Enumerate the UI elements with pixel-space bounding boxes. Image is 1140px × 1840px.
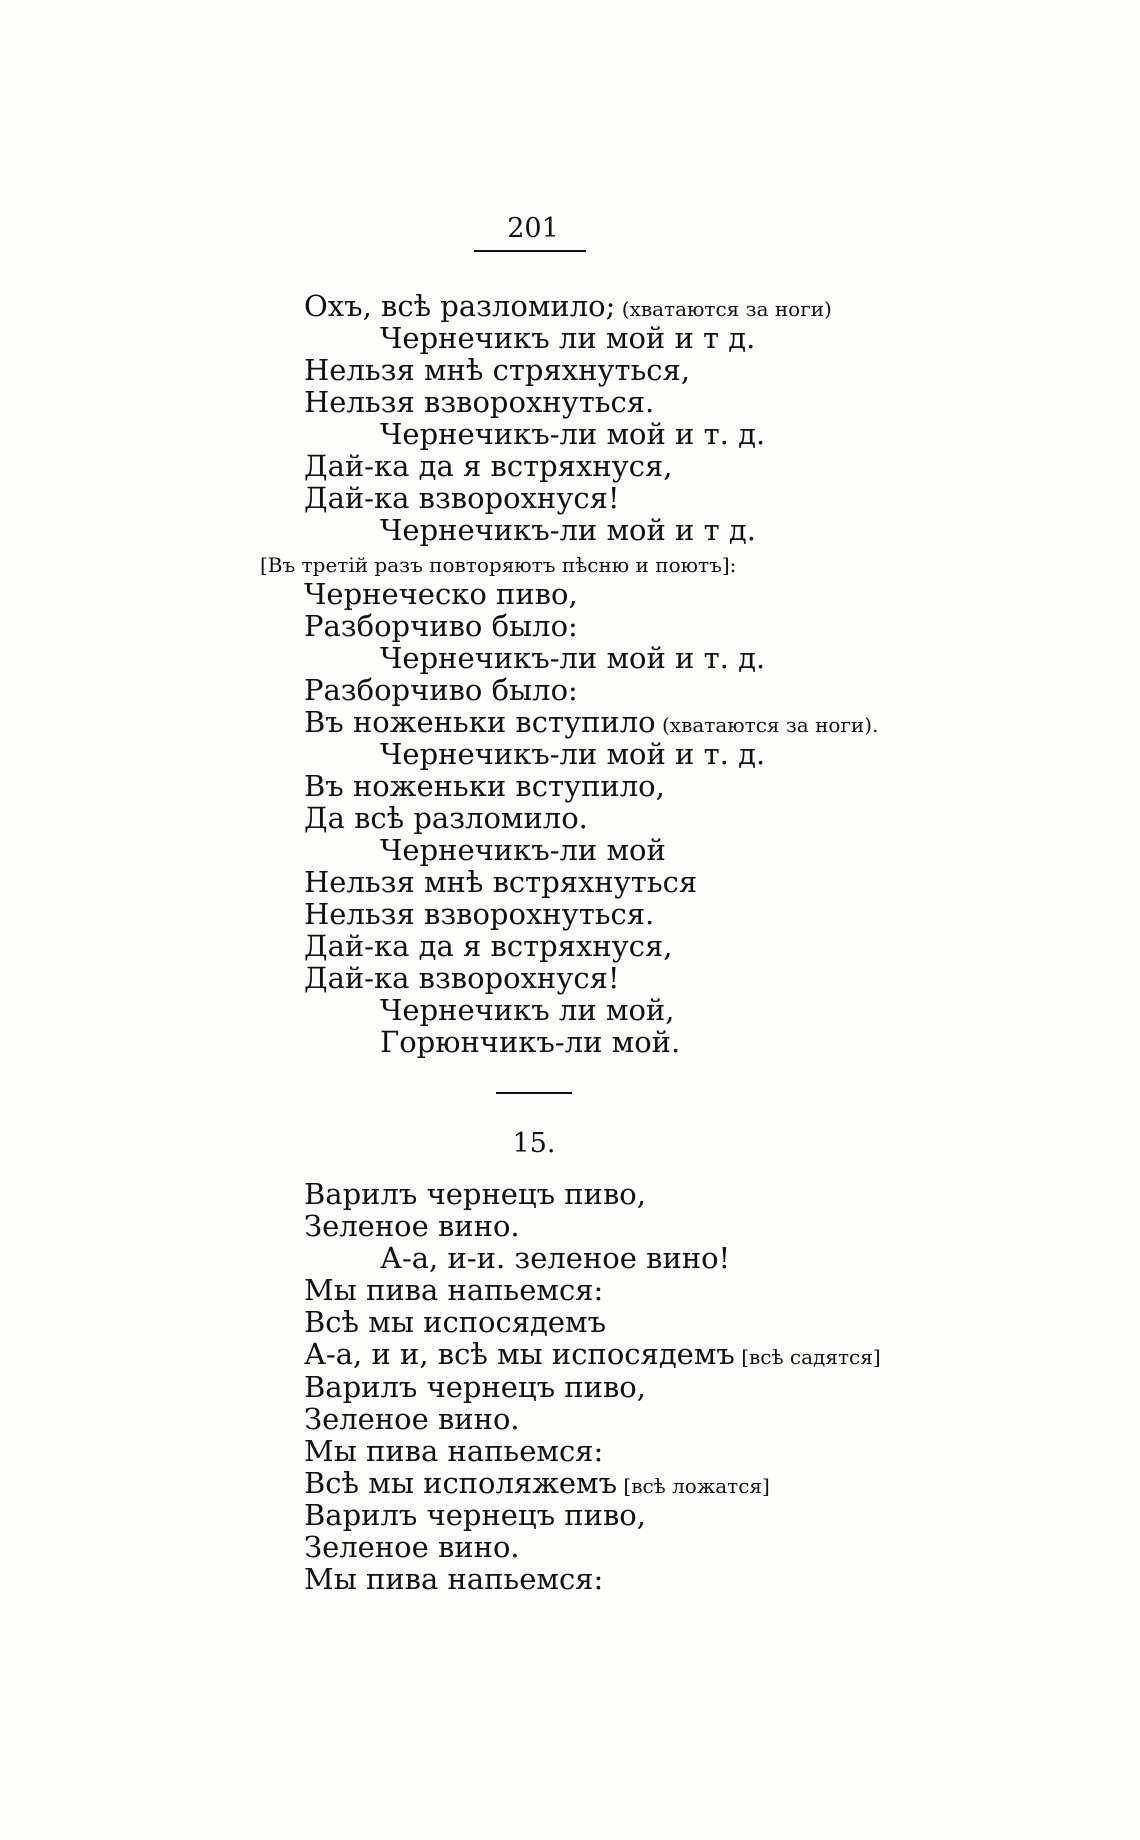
verse-text: Чернечикъ-ли мой	[380, 833, 666, 867]
verse-text: А-а, и-и. зеленое вино!	[380, 1241, 731, 1276]
verse-text: Мы пива напьемся:	[304, 1562, 604, 1597]
verse-text: Нельзя взворохнуться.	[304, 897, 655, 931]
verse-line	[304, 1435, 881, 1467]
verse-text: Чернечикъ ли мой,	[380, 993, 675, 1027]
song-15-verses	[304, 1178, 881, 1595]
verse-line	[304, 354, 878, 386]
verse-text: Нельзя взворохнуться.	[304, 385, 655, 419]
verse-line	[304, 1563, 881, 1595]
header-rule	[474, 250, 586, 252]
stage-direction-line	[260, 546, 878, 578]
verse-text: Чернечикъ-ли мой и т. д.	[380, 641, 766, 675]
verse-line	[304, 1371, 881, 1403]
verse-text: Охъ, всѣ разломило;	[304, 289, 616, 323]
verse-line	[304, 1178, 881, 1210]
verse-line	[304, 674, 878, 706]
verse-line	[304, 290, 878, 322]
verse-line	[304, 1210, 881, 1242]
verse-text: Варилъ чернецъ пиво,	[304, 1177, 646, 1211]
verse-line	[304, 930, 878, 962]
verse-line	[304, 610, 878, 642]
section-divider	[496, 1092, 572, 1094]
refrain-line	[304, 834, 878, 866]
verse-text: Разборчиво было:	[304, 673, 578, 707]
verse-text: Чернечикъ-ли мой и т. д.	[380, 417, 766, 451]
verse-text: Чернечикъ-ли мой и т д.	[380, 513, 756, 547]
verse-line	[304, 706, 878, 738]
refrain-line	[304, 1242, 881, 1274]
verse-line	[304, 770, 878, 802]
verse-text: Зеленое вино.	[304, 1209, 520, 1244]
verse-text: Варилъ чернецъ пиво,	[304, 1369, 646, 1404]
verse-line	[304, 802, 878, 834]
verse-text: Дай-ка взворохнуся!	[304, 481, 620, 515]
verse-text: Всѣ мы исполяжемъ	[304, 1465, 618, 1500]
verse-text: Зеленое вино.	[304, 1401, 520, 1436]
stage-direction: (хватаются за ноги).	[655, 713, 879, 737]
verse-text: Въ ноженьки вступило,	[304, 769, 665, 803]
refrain-line	[304, 642, 878, 674]
verse-line	[304, 578, 878, 610]
verse-line	[304, 1274, 881, 1306]
refrain-line	[304, 994, 878, 1026]
verse-text: Да всѣ разломило.	[304, 801, 588, 835]
verse-text: Зеленое вино.	[304, 1530, 520, 1565]
stage-direction: [всѣ садятся]	[734, 1345, 881, 1370]
verse-text: Чернечикъ ли мой и т д.	[380, 321, 756, 355]
page-number: 201	[507, 213, 559, 244]
verse-text: Въ ноженьки вступило	[304, 705, 656, 739]
verse-text: Чернечикъ-ли мой и т. д.	[380, 737, 766, 771]
verse-text: Нельзя мнѣ стряхнуться,	[304, 353, 691, 387]
verse-text: Варилъ чернецъ пиво,	[304, 1497, 646, 1532]
verse-line	[304, 1467, 881, 1499]
verse-text: Чернеческо пиво,	[304, 577, 578, 611]
verse-line	[304, 1499, 881, 1531]
stage-direction: [Въ третій разъ повторяютъ пѣсню и поютъ]:	[260, 553, 737, 577]
verse-line	[304, 866, 878, 898]
verse-line	[304, 386, 878, 418]
refrain-line	[304, 514, 878, 546]
verse-text: Нельзя мнѣ встряхнуться	[304, 865, 698, 899]
refrain-line	[304, 738, 878, 770]
refrain-line	[304, 418, 878, 450]
refrain-line	[304, 322, 878, 354]
verse-text: Дай-ка взворохнуся!	[304, 961, 620, 995]
verse-text: А-а, и и, всѣ мы испосядемъ	[304, 1337, 735, 1372]
verse-line	[304, 450, 878, 482]
stage-direction: (хватаются за ноги)	[615, 297, 832, 321]
song-number: 15.	[512, 1128, 556, 1159]
verse-text: Горюнчикъ-ли мой.	[380, 1025, 681, 1059]
verse-line	[304, 482, 878, 514]
verse-line	[304, 1531, 881, 1563]
verse-line	[304, 1306, 881, 1338]
stage-direction: [всѣ ложатся]	[617, 1473, 770, 1498]
verse-text: Дай-ка да я встряхнуся,	[304, 929, 673, 963]
verse-text: Всѣ мы испосядемъ	[304, 1305, 607, 1340]
verse-line	[304, 898, 878, 930]
verse-text: Мы пива напьемся:	[304, 1273, 604, 1308]
verse-line	[304, 1338, 881, 1370]
song-14-verses	[260, 289, 879, 1059]
verse-line	[304, 1403, 881, 1435]
verse-text: Мы пива напьемся:	[304, 1433, 604, 1468]
verse-line	[304, 962, 878, 994]
verse-text: Разборчиво было:	[304, 609, 578, 643]
refrain-line	[304, 1026, 878, 1058]
verse-text: Дай-ка да я встряхнуся,	[304, 449, 673, 483]
